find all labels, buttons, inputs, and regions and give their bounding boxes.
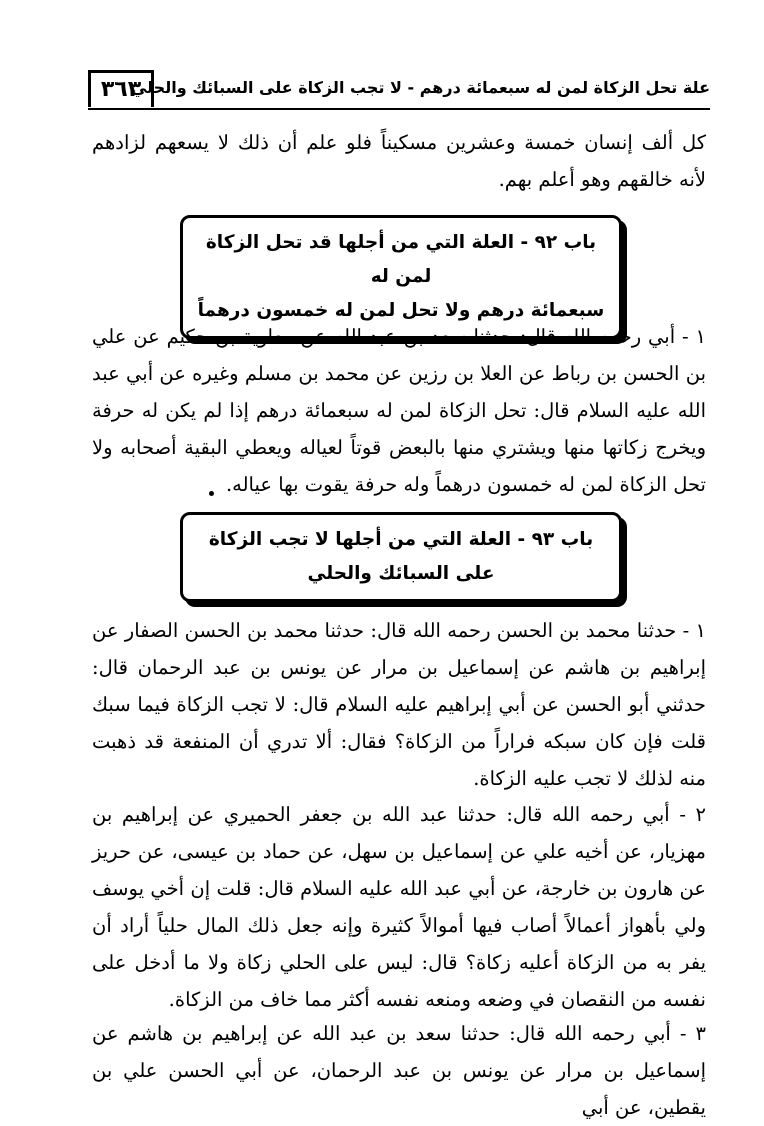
chapter-93-line2: على السبائك والحلي xyxy=(307,563,495,584)
page-number: ٣٦٣ xyxy=(88,70,154,107)
hadith-93-2 xyxy=(92,796,706,1018)
hadith-92-1 xyxy=(92,318,706,503)
intro-paragraph xyxy=(92,124,706,198)
chapter-93-line1: باب ٩٣ - العلة التي من أجلها لا تجب الزكاة xyxy=(208,529,594,550)
print-speck xyxy=(209,491,214,496)
running-header xyxy=(88,68,710,110)
chapter-92-line1: باب ٩٢ - العلة التي من أجلها قد تحل الزكاة لمن له xyxy=(205,232,597,287)
hadith-93-1-text: ١ - حدثنا محمد بن الحسن رحمه الله قال: حدثنا محمد بن الحسن الصفار عن إبراهيم بن هاشم عن إسماعيل بن مرار عن يونس بن عبد الرحمان قال: حدثني أبو الحسن عن أبي إبراهيم عليه السلام قال: لا تجب الزكاة فيما سبك قلت فإن كان سبكه فراراً من الزكاة؟ فقال: ألا تدري أن المنفعة قد ذهبت منه لذلك لا تجب عليه الزكاة. xyxy=(92,619,706,790)
hadith-93-3-text: ٣ - أبي رحمه الله قال: حدثنا سعد بن عبد الله عن إبراهيم بن هاشم عن إسماعيل بن مرار عن يونس بن عبد الرحمان، عن أبي الحسن علي بن يقطين، عن أبي xyxy=(92,1022,706,1119)
hadith-93-3 xyxy=(92,1015,706,1126)
chapter-93-heading xyxy=(180,512,622,602)
hadith-93-2-text: ٢ - أبي رحمه الله قال: حدثنا عبد الله بن جعفر الحميري عن إبراهيم بن مهزيار، عن أخيه علي عن إسماعيل بن سهل، عن حماد بن عيسى، عن حريز عن هارون بن خارجة، عن أبي عبد الله عليه السلام قال: قلت إن أخي يوسف ولي بأهواز أعمالاً أصاب فيها أموالاً كثيرة وإنه جعل ذلك المال حلياً أراد أن يفر به من الزكاة أعليه زكاة؟ قال: ليس على الحلي زكاة ولا ما أدخل على نفسه من النقصان في وضعه ومنعه نفسه أكثر مما خاف من الزكاة. xyxy=(92,803,706,1011)
hadith-93-1 xyxy=(92,612,706,797)
hadith-92-1-text: ١ - أبي رحمه الله قال: حدثنا سعد بن عبد الله عن معاوية بن حكيم عن علي بن الحسن بن رباط عن العلا بن رزين عن محمد بن مسلم وغيره عن أبي عبد الله عليه السلام قال: تحل الزكاة لمن له سبعمائة درهم إذا لم يكن له حرفة ويخرج زكاتها منها ويشتري منها بالبعض قوتاً لعياله ويعطي البقية أصحابه ولا تحل الزكاة لمن له خمسون درهماً وله حرفة يقوت بها عياله. xyxy=(92,325,706,496)
header-title: علة تحل الزكاة لمن له سبعمائة درهم - لا تجب الزكاة على السبائك والحلي xyxy=(130,78,710,97)
chapter-92-line2: سبعمائة درهم ولا تحل لمن له خمسون درهماً xyxy=(197,300,605,321)
intro-text: كل ألف إنسان خمسة وعشرين مسكيناً فلو علم أن ذلك لا يسعهم لزادهم لأنه خالقهم وهو أعلم بهم. xyxy=(92,131,706,191)
